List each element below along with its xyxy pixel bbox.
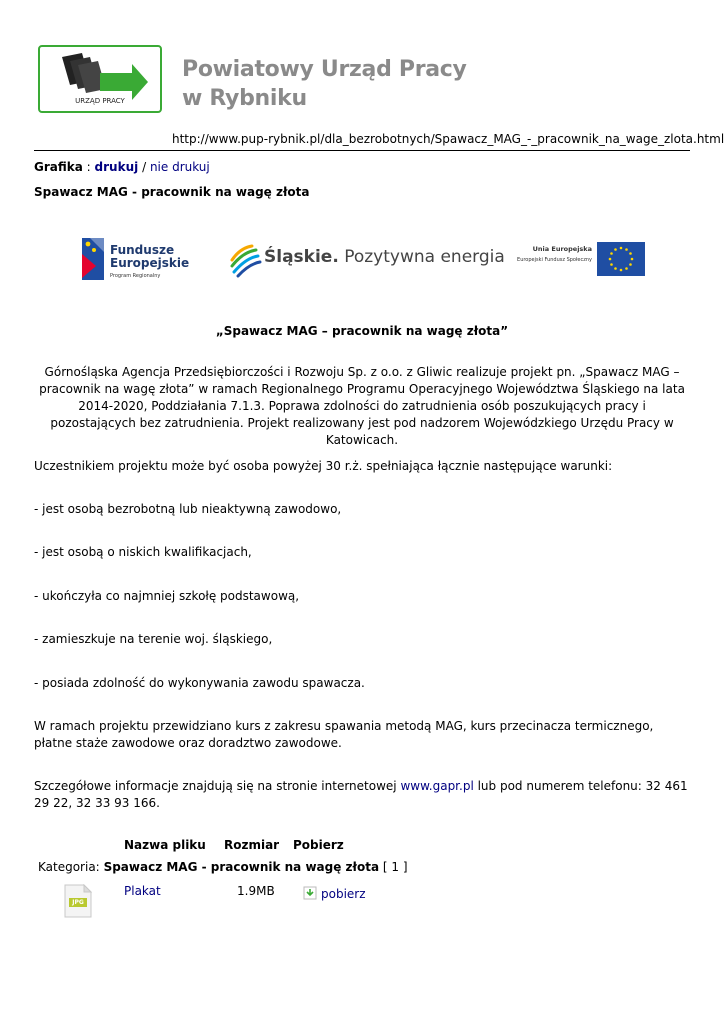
eu-star-icon xyxy=(610,263,613,266)
download-icon xyxy=(303,886,317,903)
logo-caption: URZĄD PRACY xyxy=(75,97,125,105)
offer-paragraph: W ramach projektu przewidziano kurs z zakresu spawania metodą MAG, kurs przecinacza termicznego, płatne staże zawodowe oraz doradztwo zawodowe. xyxy=(34,719,654,750)
eu-star-icon xyxy=(614,248,617,251)
condition-item: - ukończyła co najmniej szkołę podstawową, xyxy=(34,589,300,603)
graphics-label: Grafika xyxy=(34,160,83,174)
article-subtitle: „Spawacz MAG – pracownik na wagę złota” xyxy=(215,324,509,338)
link-separator: / xyxy=(142,160,147,174)
header-divider xyxy=(34,150,690,151)
category-count: [ 1 ] xyxy=(382,860,408,874)
condition-item: - zamieszkuje na terenie woj. śląskiego, xyxy=(34,632,273,646)
eu-line1: Unia Europejska xyxy=(532,245,592,253)
article-title: Spawacz MAG - pracownik na wagę złota xyxy=(34,185,310,199)
category-label: Kategoria: xyxy=(38,860,100,874)
org-name-line1: Powiatowy Urząd Pracy xyxy=(182,57,467,82)
eu-star-icon xyxy=(614,267,617,270)
eu-text xyxy=(480,244,592,266)
eu-star-icon xyxy=(609,258,612,261)
jpg-file-icon xyxy=(64,884,92,921)
funds-line1: Fundusze xyxy=(110,243,175,257)
funds-line3: Program Regionalny xyxy=(110,273,161,279)
no-print-link[interactable]: nie drukuj xyxy=(149,160,210,174)
download-link[interactable] xyxy=(303,886,366,903)
funds-line2: Europejskie xyxy=(110,256,190,270)
contact-text-before: Szczegółowe informacje znajdują się na stronie internetowej xyxy=(34,779,401,793)
pup-logo xyxy=(38,45,162,113)
page-header xyxy=(0,0,725,150)
eu-star-icon xyxy=(625,248,628,251)
funding-logos xyxy=(0,230,725,290)
org-name-line2: w Rybniku xyxy=(182,86,307,111)
category-name: Spawacz MAG - pracownik na wagę złota xyxy=(103,860,380,874)
silesia-name: Śląskie. xyxy=(264,247,339,267)
fundusze-europejskie-logo xyxy=(82,238,104,280)
conditions-intro: Uczestnikiem projektu może być osoba powyżej 30 r.ż. spełniająca łącznie następujące warunki: xyxy=(34,459,613,473)
column-header-size: Rozmiar xyxy=(224,838,280,852)
intro-paragraph: Górnośląska Agencja Przedsiębiorczości i Rozwoju Sp. z o.o. z Gliwic realizuje projekt pn. „Spawacz MAG –pracownik na wagę złota” w ramach Regionalnego Programu Operacyjnego Województwa Śląskiego na lata 2014-2020, Poddziałania 7.1.3. Poprawa zdolności do zatrudnienia osób poszukujących pracy i pozostających bez zatrudnienia. Projekt realizowany jest pod nadzorem Wojewódzkiego Urzędu Pracy w Katowicach. xyxy=(39,365,685,447)
eu-line2: Europejski Fundusz Społeczny xyxy=(517,257,592,263)
eu-star-icon xyxy=(620,247,623,250)
eu-star-icon xyxy=(629,263,632,266)
eu-star-icon xyxy=(620,269,623,272)
eu-star-icon xyxy=(631,258,634,261)
contact-text-after: lub pod numerem telefonu: 32 461 29 22, 32 33 93 166. xyxy=(34,779,688,810)
eu-star-icon xyxy=(610,252,613,255)
silesia-slogan: Pozytywna energia xyxy=(344,247,505,267)
silesia-text xyxy=(264,247,505,267)
column-header-download: Pobierz xyxy=(293,838,344,852)
download-label: pobierz xyxy=(321,887,366,901)
file-category xyxy=(38,860,408,874)
organization-name xyxy=(182,55,467,113)
print-link[interactable]: drukuj xyxy=(94,160,139,174)
page-url: http://www.pup-rybnik.pl/dla_bezrobotnych/Spawacz_MAG_-_pracownik_na_wage_zlota.html xyxy=(172,132,725,146)
condition-item: - jest osobą o niskich kwalifikacjach, xyxy=(34,545,252,559)
funds-text xyxy=(110,244,189,283)
file-name-link[interactable]: Plakat xyxy=(124,884,161,898)
contact-paragraph xyxy=(34,778,690,812)
eu-star-icon xyxy=(625,267,628,270)
file-size: 1.9MB xyxy=(237,884,275,898)
eu-star-icon xyxy=(629,252,632,255)
condition-item: - jest osobą bezrobotną lub nieaktywną zawodowo, xyxy=(34,502,342,516)
label-separator: : xyxy=(86,160,91,174)
print-options xyxy=(34,160,210,174)
condition-item: - posiada zdolność do wykonywania zawodu spawacza. xyxy=(34,676,365,690)
column-header-name: Nazwa pliku xyxy=(124,838,206,852)
file-type-label: JPG xyxy=(72,899,84,906)
silesia-logo xyxy=(232,246,260,276)
gapr-website-link[interactable]: www.gapr.pl xyxy=(400,779,474,793)
